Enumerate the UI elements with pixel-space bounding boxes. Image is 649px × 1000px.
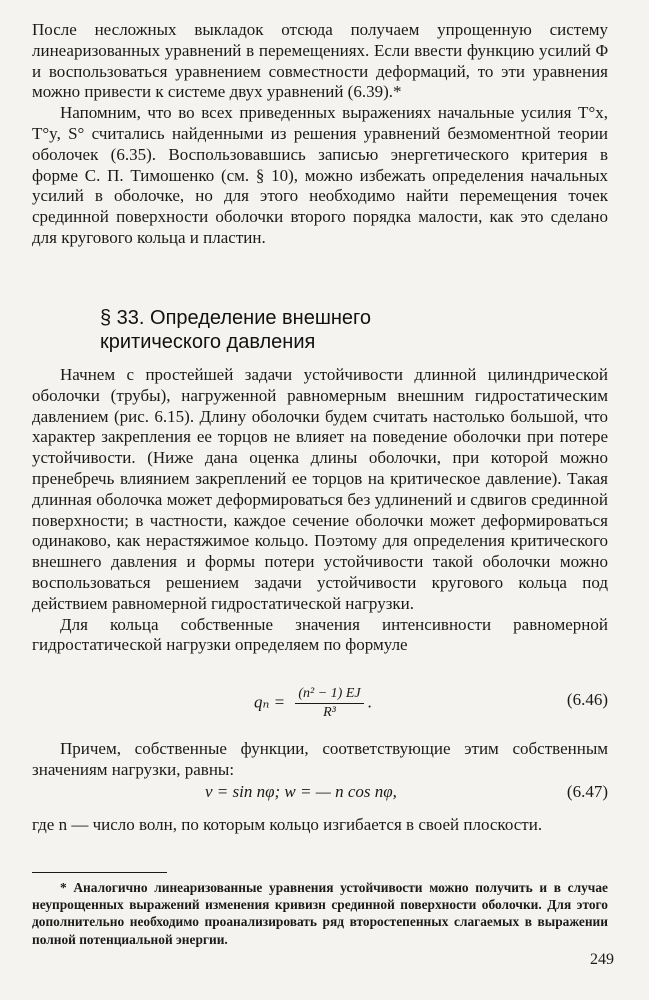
- equation-number: (6.46): [566, 690, 608, 709]
- text-block-after-formula2: [32, 815, 608, 836]
- formula-denominator: R³: [323, 705, 336, 720]
- section-title-line: критического давления: [100, 331, 316, 353]
- paragraph: Причем, собственные функции, соответствующие этим собственным значениям нагрузки, равны:: [32, 739, 608, 779]
- paragraph: Напомним, что во всех приведенных выражениях начальные усилия T°x, T°y, S° считались найденными из решения уравнений безмоментной теории оболочек (6.35). Воспользовавшись записью энергетического критерия в форме С. П. Тимошенко (см. § 10), можно избежать определения начальных усилий в оболочке, но для этого необходимо найти перемещения точек срединной поверхности оболочки второго порядка малости, как это сделано для кругового кольца и пластин.: [32, 103, 608, 247]
- formula-tail: .: [367, 692, 373, 712]
- formula-fraction: [295, 686, 363, 721]
- text-block-top: [32, 20, 608, 249]
- footnote: [32, 879, 608, 948]
- section-title-line: § 33. Определение внешнего: [100, 307, 372, 329]
- formula-expression: v = sin nφ; w = — n cos nφ,: [205, 782, 397, 801]
- text-block-after-formula1: [32, 739, 608, 781]
- text-block-middle: [32, 365, 608, 656]
- section-heading: [100, 306, 371, 354]
- formula-expression: [254, 686, 372, 721]
- paragraph: Для кольца собственные значения интенсивности равномерной гидростатической нагрузки определяем по формуле: [32, 614, 608, 655]
- equation-number: (6.47): [566, 782, 608, 801]
- formula-6-47: [32, 782, 608, 804]
- formula-lhs: qₙ =: [254, 692, 286, 712]
- paragraph: После несложных выкладок отсюда получаем упрощенную систему линеаризованных уравнений в перемещениях. Если ввести функцию усилий Φ и воспользоваться уравнением совместности деформаций, то эти уравнения можно привести к системе двух уравнений (6.39).*: [32, 20, 608, 102]
- footnote-text: * Аналогично линеаризованные уравнения устойчивости можно получить и в случае неупрощенных выражений изменения кривизн срединной поверхности оболочки. Для этого дополнительно необходимо проанализировать ряд второстепенных слагаемых в выражении полной потенциальной энергии.: [32, 880, 608, 947]
- formula-6-46: [32, 680, 608, 720]
- footnote-rule: [32, 872, 167, 873]
- page-number: 249: [590, 951, 614, 968]
- paragraph: где n — число волн, по которым кольцо изгибается в своей плоскости.: [32, 815, 543, 834]
- paragraph: Начнем с простейшей задачи устойчивости длинной цилиндрической оболочки (трубы), нагруженной равномерным внешним гидростатическим давлением (рис. 6.15). Длину оболочки будем считать настолько большой, что характер закрепления ее торцов не влияет на поведение оболочки при потере устойчивости. (Ниже дана оценка длины оболочки, при которой можно пренебречь влиянием закреплений ее торцов на критическое давление). Такая длинная оболочка может деформироваться без удлинений и сдвигов срединной поверхности; в частности, каждое сечение оболочки может деформироваться одинаково, как нерастяжимое кольцо. Поэтому для определения критического внешнего давления и формы потери устойчивости такой оболочки можно воспользоваться решением задачи устойчивости кругового кольца под действием равномерной гидростатической нагрузки.: [32, 365, 608, 613]
- formula-numerator: (n² − 1) EJ: [295, 686, 363, 704]
